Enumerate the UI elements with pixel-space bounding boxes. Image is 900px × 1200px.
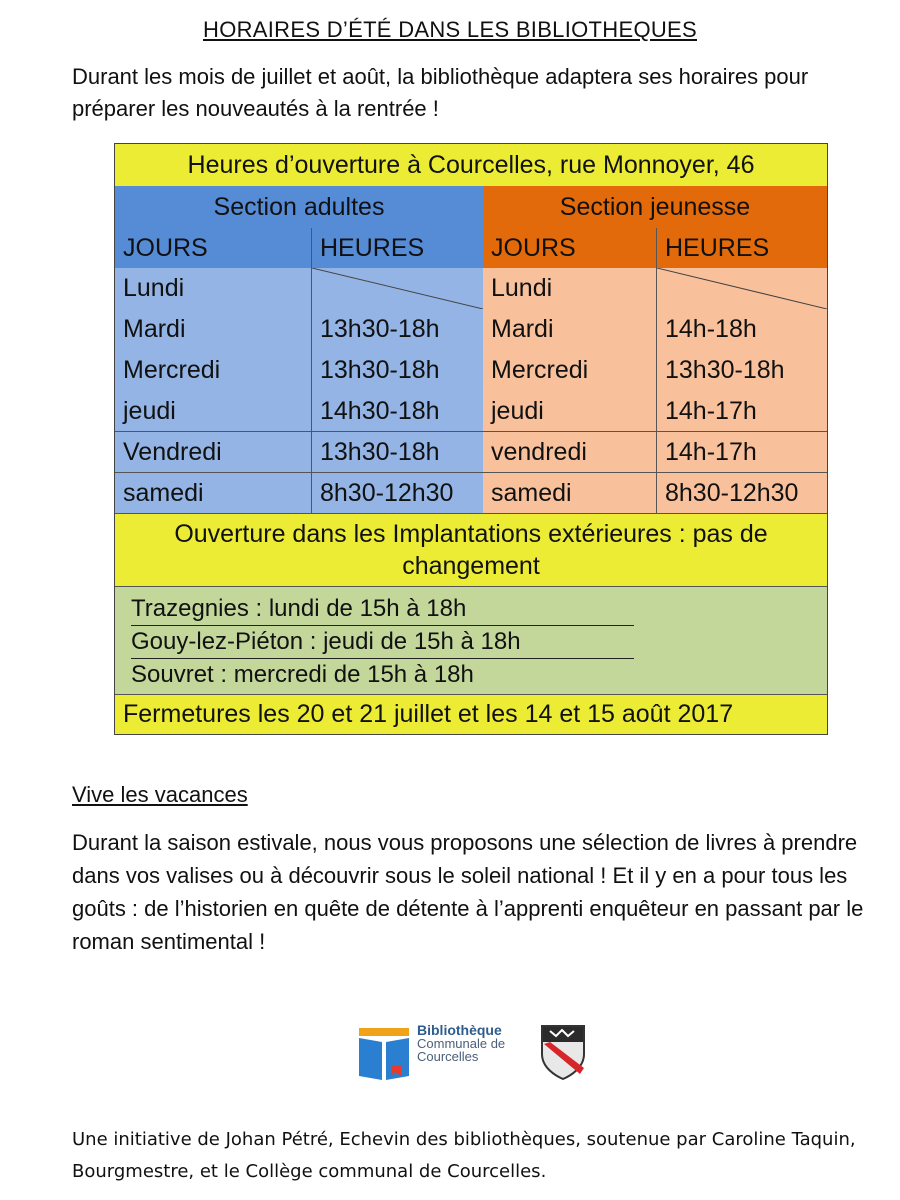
adult-day: Vendredi xyxy=(115,432,311,472)
closures-text: Fermetures les 20 et 21 juillet et les 14 et 15 août 2017 xyxy=(123,700,734,728)
list-item: Trazegnies : lundi de 15h à 18h xyxy=(131,593,634,626)
external-list xyxy=(115,586,827,694)
adult-hours: 13h30-18h xyxy=(311,350,483,391)
table-row xyxy=(115,391,827,432)
table-row xyxy=(115,432,827,473)
diagonal-line xyxy=(657,268,827,309)
diagonal-line xyxy=(312,268,483,309)
external-header-row xyxy=(115,514,827,586)
youth-day: Mardi xyxy=(483,309,656,350)
section-row xyxy=(115,186,827,228)
adult-hours: 8h30-12h30 xyxy=(311,473,483,513)
closures-row xyxy=(115,694,827,734)
footer-credit: Une initiative de Johan Pétré, Echevin des bibliothèques, soutenue par Caroline Taquin, Bourgmestre, et le Collège communal de Courcelles. xyxy=(72,1129,856,1182)
library-logo xyxy=(355,1022,525,1084)
youth-day: jeudi xyxy=(483,391,656,431)
table-row xyxy=(115,350,827,391)
youth-day: samedi xyxy=(483,473,656,513)
book-icon xyxy=(355,1022,413,1082)
column-header-row xyxy=(115,228,827,268)
youth-hours: 13h30-18h xyxy=(656,350,827,391)
col-days-adults: JOURS xyxy=(115,228,311,268)
vacances-heading: Vive les vacances xyxy=(72,782,248,807)
adult-day: samedi xyxy=(115,473,311,513)
adult-hours: 14h30-18h xyxy=(311,391,483,431)
logo-line3: Courcelles xyxy=(417,1049,479,1064)
external-header: Ouverture dans les Implantations extérieures : pas de changement xyxy=(174,520,768,580)
youth-hours: 14h-17h xyxy=(656,432,827,472)
adult-hours: 13h30-18h xyxy=(311,309,483,350)
adult-hours: 13h30-18h xyxy=(311,432,483,472)
adult-day: jeudi xyxy=(115,391,311,431)
youth-hours-closed xyxy=(656,268,827,309)
adult-day: Mardi xyxy=(115,309,311,350)
list-item: Souvret : mercredi de 15h à 18h xyxy=(131,661,474,688)
youth-hours: 8h30-12h30 xyxy=(656,473,827,513)
vacances-paragraph: Durant la saison estivale, nous vous proposons une sélection de livres à prendre dans vos valises ou à découvrir sous le soleil national ! Et il y en a pour tous les goûts : de l’historien en quête de détente à l’apprenti enquêteur en passant par le roman sentimental ! xyxy=(72,830,864,954)
youth-day: vendredi xyxy=(483,432,656,472)
adult-day: Mercredi xyxy=(115,350,311,391)
section-youth: Section jeunesse xyxy=(483,186,827,228)
list-item: Gouy-lez-Piéton : jeudi de 15h à 18h xyxy=(131,626,634,659)
adult-day: Lundi xyxy=(115,268,311,309)
table-row xyxy=(115,268,827,309)
youth-hours: 14h-18h xyxy=(656,309,827,350)
logo-line1: Bibliothèque xyxy=(417,1022,502,1038)
page-title: HORAIRES D’ÉTÉ DANS LES BIBLIOTHEQUES xyxy=(203,17,697,42)
youth-day: Mercredi xyxy=(483,350,656,391)
table-row xyxy=(115,309,827,350)
col-days-youth: JOURS xyxy=(483,228,656,268)
schedule-table xyxy=(114,143,828,735)
table-row xyxy=(115,473,827,514)
section-adults: Section adultes xyxy=(115,186,483,228)
col-hours-youth: HEURES xyxy=(656,228,827,268)
logo-line2: Communale de xyxy=(417,1036,506,1051)
col-hours-adults: HEURES xyxy=(311,228,483,268)
table-header-row xyxy=(115,144,827,186)
adult-hours-closed xyxy=(311,268,483,309)
intro-paragraph: Durant les mois de juillet et août, la bibliothèque adaptera ses horaires pour préparer les nouveautés à la rentrée ! xyxy=(72,64,809,121)
table-header: Heures d’ouverture à Courcelles, rue Monnoyer, 46 xyxy=(187,150,755,179)
youth-hours: 14h-17h xyxy=(656,391,827,431)
coat-of-arms-icon xyxy=(540,1024,586,1080)
youth-day: Lundi xyxy=(483,268,656,309)
